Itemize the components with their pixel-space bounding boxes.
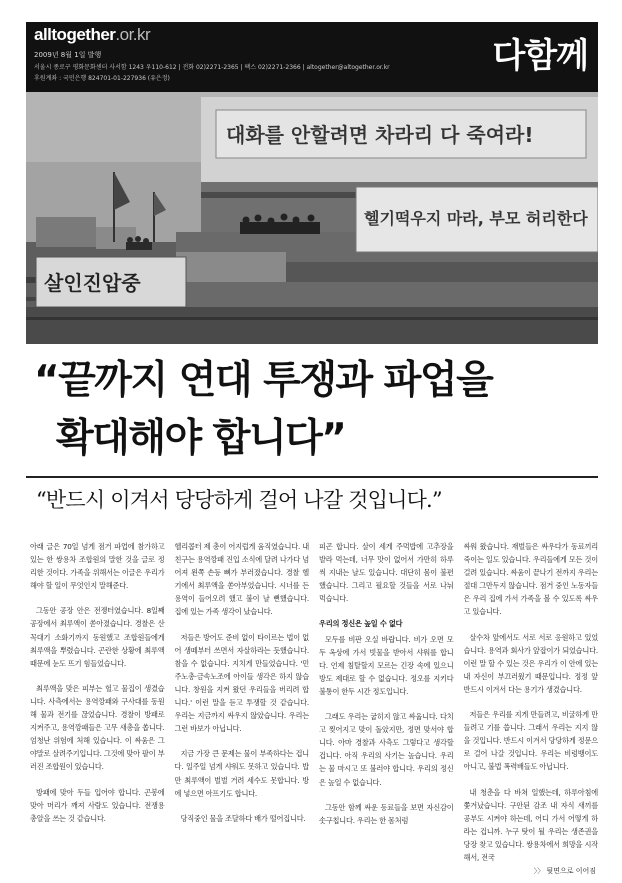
masthead xyxy=(26,22,598,92)
banner-side-text: 헬기떡우지 마라, 부모 허리한다 xyxy=(364,209,588,228)
article-paragraph: 내 청춘을 다 바쳐 일했는데, 하루아침에 쫓겨났습니다. 구안된 감조 내 자식 새끼를 공부도 시켜야 하는데, 어디 가서 어떻게 하라는 겁니까. 누구 탓이 될 우리는 생존권을 당장 찾고 있습니다. 쌍용차에서 희망을 시작해서, 전국 xyxy=(463,787,598,862)
article-column-3 xyxy=(319,540,454,870)
article-paragraph: 그래도 우리는 굽히지 않고 싸웁니다. 다치고 찢어지고 맞이 돌았지만, 정면 맞서야 합니다. 아마 경찰과 사측도 그렇다고 생각할 겁니다. 아직 우리의 사기는 높습니다. 우리는 물 마시고 또 불러야 합니다. 우리의 정신은 높일 수 없습니다. xyxy=(319,712,454,787)
banner-top-text: 대화를 안할려면 차라리 다 죽여라! xyxy=(226,123,534,147)
article-paragraph: 헬리콥터 제 총이 어지럽게 움직였습니다. 내 친구는 용역깡패 진입 소식에 달려 나가다 넘어져 왼쪽 손등 뼈가 부러졌습니다. 경찰 헬기에서 최루액을 쏟아부었습니다. 시너를 든 용역이 들어오려 했고 불이 날 뻔했습니다. 집에 있는 가족 생각이 났습니다. xyxy=(174,542,309,617)
site-name-suffix: .or.kr xyxy=(115,25,151,44)
article-column-4 xyxy=(464,540,599,870)
article-paragraph: 피곤 합니다. 살이 세게 주먹밥에 고추장을 발라 먹는데, 너무 맛이 없어서 가만히 하루씩 지내는 날도 있습니다. 대단히 몸이 불편했습니다. 그리고 필요할 것들을 서로 나눠 먹습니다. xyxy=(319,542,454,604)
article-paragraph: 싸워 왔습니다. 재벌들은 싸우다가 동료끼리 죽이는 일도 있습니다. 우리들에게 모든 것이 걸려 있습니다. 싸움이 끝나기 전까지 우리는 절대 그만두지 않습니다. 점거 중인 노동자들은 우리 집에 가서 가족을 볼 수 있도록 싸우고 있습니다. xyxy=(463,542,598,617)
article-body xyxy=(30,540,598,870)
article-column-2 xyxy=(175,540,310,870)
sign-text: 살인진압중 xyxy=(44,271,141,295)
article-column-1 xyxy=(30,540,165,870)
section-subtitle: 우리의 정신은 높일 수 없다 xyxy=(319,619,403,629)
subheadline: “반드시 이겨서 당당하게 걸어 나갈 것입니다.” xyxy=(36,488,442,512)
headline xyxy=(34,352,594,468)
account-info: 후원계좌 : 국민은행 824701-01-227936 (유은정) xyxy=(34,75,170,82)
article-paragraph: 저들은 방어도 준비 없이 타이르는 법이 없어 생떼부터 쓰면서 자살하라는 듯했습니다. 참을 수 없습니다. 지치게 만들었습니다. '민주노총·금속노조에 아이들 생각은 하지 않습니다. 창원을 지켜 왔던 우리들을 버리려 합니다.' 이런 말을 듣고 투쟁할 것 같습니다. 우리는 지금까지 싸우지 않았습니다. 우리는 그런 바보가 아닙니다. xyxy=(174,632,309,734)
headline-line-1: “끝까지 연대 투쟁과 파업을 xyxy=(34,358,493,403)
article-paragraph: 모두를 비판 오실 바랍니다. 비가 오면 모두 옥상에 가서 빗물을 받아서 샤워를 합니다. 언제 침탈할지 모르는 긴장 속에 있으니 방도 제대로 할 수 없습니다. 정오를 지키다 불통이 한두 시간 정도입니다. xyxy=(319,634,454,696)
site-name[interactable] xyxy=(34,25,150,45)
issue-date: 2009년 8월 1일 발행 xyxy=(34,51,102,59)
article-paragraph: 지금 가장 큰 문제는 물이 부족하다는 겁니다. 일주일 넘게 샤워도 못하고 있습니다. 밥만 최루액이 벌벌 거려 세수도 못합니다. 방에 넣으면 아프기도 합니다. xyxy=(174,749,309,798)
contact-info: 서울시 종로구 평화문화센터 사서함 1243 우110-612 | 전화 02)2271-2365 | 팩스 02)2271-2366 | altogether@altogether.or.kr xyxy=(34,64,390,71)
headline-line-2: 확대해야 합니다” xyxy=(56,416,346,461)
article-paragraph: 저들은 우리를 지게 만들려고, 비굴하게 만들려고 기를 씁니다. 그래서 우리는 지지 않을 것입니다. 반드시 이겨서 당당하게 정문으로 걸어 나갈 것입니다. 우리는 비렁뱅이도 아니고, 불법 폭력배들도 아닙니다. xyxy=(463,710,598,772)
site-name-main: alltogether xyxy=(34,25,116,44)
article-paragraph: 그동안 함께 싸운 동료들을 보면 자신감이 솟구칩니다. 우리는 한 몸처럼 xyxy=(319,802,454,825)
article-paragraph: 당직중인 물을 조달하다 배가 떨어집니다. xyxy=(180,813,306,823)
article-paragraph: 살수차 앞에서도 서로 서로 응원하고 있었습니다. 용역과 회사가 앞잡이가 되었습니다. 이런 말 할 수 있는 것은 우리가 이 안에 있는 내 자신이 부끄러웠기 때문입니다. 정정 앞 반드시 이겨서 다는 용기가 생겼습니다. xyxy=(463,632,598,694)
article-paragraph: 최루액을 맞은 피부는 헐고 물집이 생겼습니다. 사측에서는 용역깡패와 구사대를 동원해 물과 전기를 끊었습니다. 경찰이 방패로 지켜주고, 용역깡패들은 고무 새총을 쏩니다. 엄청난 위험에 처해 있습니다. 이 싸움은 그야말로 살려주기입니다. 그것에 맞아 팔이 부러진 조합원이 있습니다. xyxy=(30,683,165,772)
article-paragraph: 아래 글은 70일 넘게 점거 파업에 참가하고 있는 한 쌍용차 조합원의 말한 것을 글로 정리한 것이다. 가족을 위해서는 이글은 우리가 해야 할 일이 무엇인지 말해준다. xyxy=(30,542,165,591)
cover-photo xyxy=(26,92,598,344)
divider xyxy=(26,476,598,478)
continued-on-back[interactable]: 〉〉 뒷면으로 이어짐 xyxy=(533,867,596,875)
newspaper-logo: 다함께 xyxy=(492,36,588,76)
article-paragraph: 그동안 공장 안은 전쟁터였습니다. 8일째 공장에서 최루액이 쏟아졌습니다. 경찰은 산꼭대기 소화기까지 동원했고 조합원들에게 최루액을 뿌렸습니다. 곤란한 상황에 최루액 때문에 눈도 뜨기 힘들었습니다. xyxy=(30,606,165,668)
article-paragraph: 방패에 맞아 두들 입어야 합니다. 곤봉에 맞아 머리가 깨져 사람도 있습니다. 전쟁용 총알을 쓰는 것 같습니다. xyxy=(30,787,165,823)
